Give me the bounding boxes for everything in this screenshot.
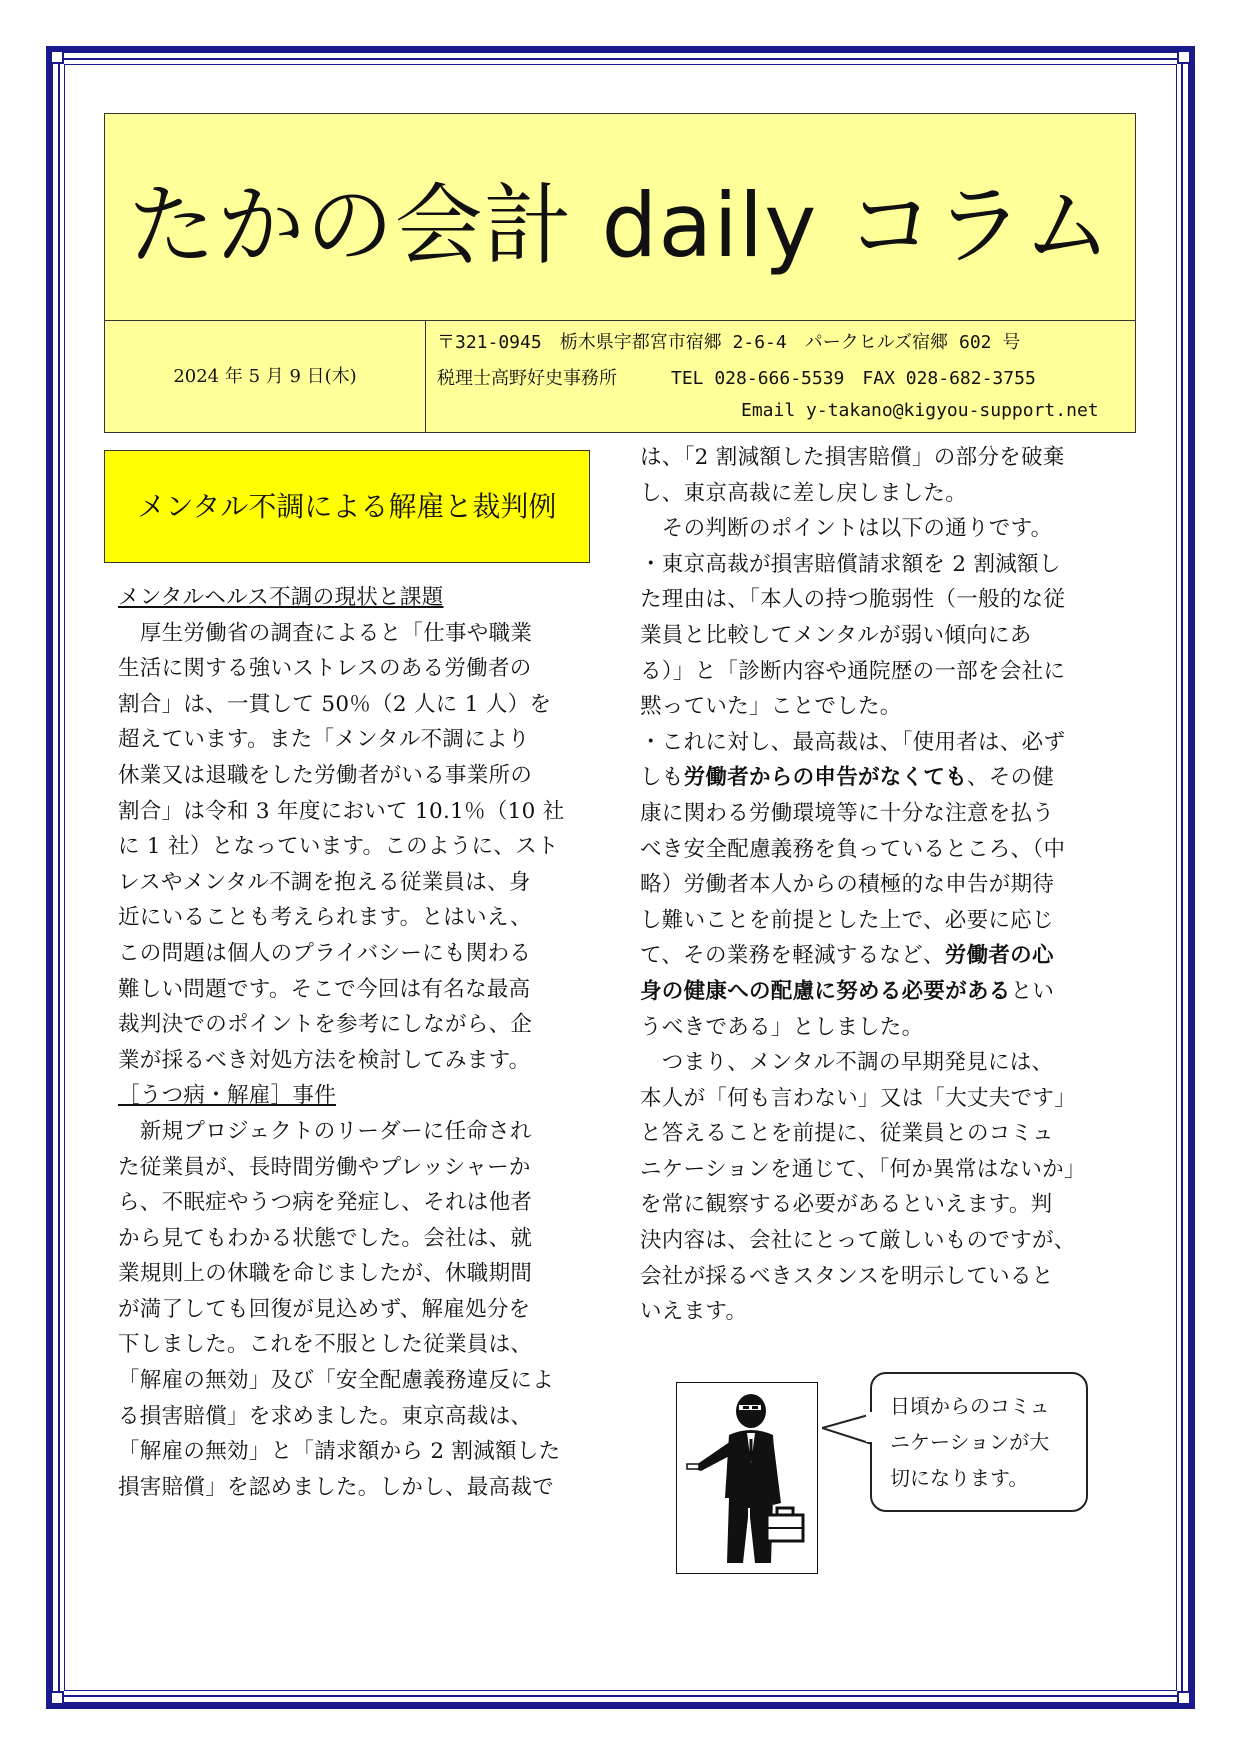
left-column <box>118 580 598 1505</box>
frame-corner <box>50 50 64 64</box>
text-line: この問題は個人のプライバシーにも関わる <box>118 940 532 966</box>
paragraph <box>118 1114 598 1506</box>
text-line: べき安全配慮義務を負っているところ、（中 <box>640 836 1066 862</box>
text-line: 割合」は、一貫して 50％（2 人に 1 人）を <box>118 691 552 717</box>
text-line: ニケーションを通じて、「何か異常はないか」 <box>640 1156 1086 1182</box>
text-line: ・東京高裁が損害賠償請求額を 2 割減額し <box>640 551 1061 577</box>
paragraph <box>640 1010 1140 1330</box>
text-line: いえます。 <box>640 1299 748 1325</box>
frame-corner <box>1177 1691 1191 1705</box>
speech-bubble-gap <box>866 1412 874 1442</box>
text-line: る）」と「診断内容や通院歴の一部を会社に <box>640 658 1066 684</box>
section-heading: ［うつ病・解雇］事件 <box>118 1083 337 1109</box>
text-line: 下しました。これを不服とした従業員は、 <box>118 1332 533 1358</box>
text-line: と答えることを前提に、従業員とのコミュ <box>640 1121 1054 1147</box>
text-line: た従業員が、長時間労働やプレッシャーか <box>118 1154 531 1180</box>
text-line: 会社が採るべきスタンスを明示していると <box>640 1263 1054 1289</box>
text-line: 損害賠償」を認めました。しかし、最高裁で <box>118 1474 555 1500</box>
text-line: レスやメンタル不調を抱える従業員は、身 <box>118 869 531 895</box>
text-line: その判断のポイントは以下の通りです。 <box>640 516 1053 542</box>
text-line: 業規則上の休職を命じましたが、休職期間 <box>118 1261 533 1287</box>
divider <box>425 320 426 433</box>
text-line: は、「2 割減額した損害賠償」の部分を破棄 <box>640 445 1065 470</box>
text-line: から見てもわかる状態でした。会社は、就 <box>118 1225 533 1251</box>
paragraph <box>640 440 1140 760</box>
text-line: 康に関わる労働環境等に十分な注意を払う <box>640 800 1055 826</box>
office-contact: 税理士高野好史事務所 TEL 028-666-5539 FAX 028-682-3755 <box>437 368 1036 389</box>
issue-date: 2024 年 5 月 9 日(木) <box>173 366 357 387</box>
article-subject: メンタル不調による解雇と裁判例 <box>137 490 557 523</box>
text-line: 業員と比較してメンタルが弱い傾向にあ <box>640 622 1032 648</box>
frame-corner <box>1177 50 1191 64</box>
businessman-presenting-icon <box>676 1382 818 1574</box>
paragraph <box>118 616 598 1079</box>
frame-corner <box>50 1691 64 1705</box>
text-line: 割合」は令和 3 年度において 10.1％（10 社 <box>118 798 565 824</box>
speech-bubble <box>870 1372 1088 1512</box>
emphasis: 労働者からの申告がなくても <box>683 765 968 791</box>
bubble-text: 切になります。 <box>890 1466 1029 1490</box>
text-line: うべきである」としました。 <box>640 1014 924 1040</box>
article-subject-box <box>104 450 590 563</box>
text-line: 難しい問題です。そこで今回は有名な最高 <box>118 976 531 1002</box>
text-line: に 1 社）となっています。このように、スト <box>118 834 559 860</box>
postal-address: 〒321-0945 栃木県宇都宮市宿郷 2-6-4 パークヒルズ宿郷 602 号 <box>437 332 1021 353</box>
text-line: が満了しても回復が見込めず、解雇処分を <box>118 1296 531 1322</box>
text-line: 厚生労働省の調査によると「仕事や職業 <box>118 620 533 646</box>
right-column <box>640 440 1140 1330</box>
text-line: た理由は、「本人の持つ脆弱性（一般的な従 <box>640 587 1066 613</box>
text-line: ら、不眠症やうつ病を発症し、それは他者 <box>118 1190 533 1216</box>
text-line: 裁判決でのポイントを参考にしながら、企 <box>118 1012 533 1038</box>
bubble-text: ニケーションが大 <box>890 1430 1050 1454</box>
masthead-title: たかの会計 daily コラム <box>127 174 1113 277</box>
text-line: ・これに対し、最高裁は、「使用者は、必ず <box>640 729 1066 755</box>
text-line: 身の健康への配慮に努める必要があるとい <box>640 978 1055 1004</box>
email-address: Email y-takano@kigyou-support.net <box>741 400 1099 421</box>
text-line: て、その業務を軽減するなど、労働者の心 <box>640 943 1054 969</box>
text-line: 近にいることも考えられます。とはいえ、 <box>118 905 532 931</box>
section-heading: メンタルヘルス不調の現状と課題 <box>118 585 444 610</box>
paragraph <box>640 796 1140 938</box>
bubble-text: 日頃からのコミュ <box>890 1394 1050 1418</box>
text-line: 超えています。また「メンタル不調により <box>118 727 530 753</box>
text-line: 生活に関する強いストレスのある労働者の <box>118 656 532 682</box>
text-line: 「解雇の無効」と「請求額から 2 割減額した <box>118 1439 561 1465</box>
text-line: 業が採るべき対処方法を検討してみます。 <box>118 1047 531 1073</box>
text-line: し難いことを前提とした上で、必要に応じ <box>640 907 1054 933</box>
emphasis: 身の健康への配慮に努める必要がある <box>640 978 1011 1004</box>
text-line: つまり、メンタル不調の早期発見には、 <box>640 1050 1054 1076</box>
masthead <box>104 113 1136 433</box>
text-line: 決内容は、会社にとって厳しいものですが、 <box>640 1228 1076 1254</box>
text-line: 「解雇の無効」及び「安全配慮義務違反によ <box>118 1368 555 1394</box>
text-line: し、東京高裁に差し戻しました。 <box>640 480 968 506</box>
text-line: 本人が「何も言わない」又は「大丈夫です」 <box>640 1085 1077 1111</box>
text-line: 新規プロジェクトのリーダーに任命され <box>118 1118 532 1144</box>
text-line: る損害賠償」を求めました。東京高裁は、 <box>118 1403 533 1429</box>
emphasis: 労働者の心 <box>944 943 1054 969</box>
text-line: 休業又は退職をした労働者がいる事業所の <box>118 762 533 788</box>
text-line: 黙っていた」ことでした。 <box>640 694 902 720</box>
text-line: を常に観察する必要があるといえます。判 <box>640 1192 1053 1218</box>
text-line: 略）労働者本人からの積極的な申告が期待 <box>640 872 1055 898</box>
text-line: しも労働者からの申告がなくても、その健 <box>640 765 1055 791</box>
